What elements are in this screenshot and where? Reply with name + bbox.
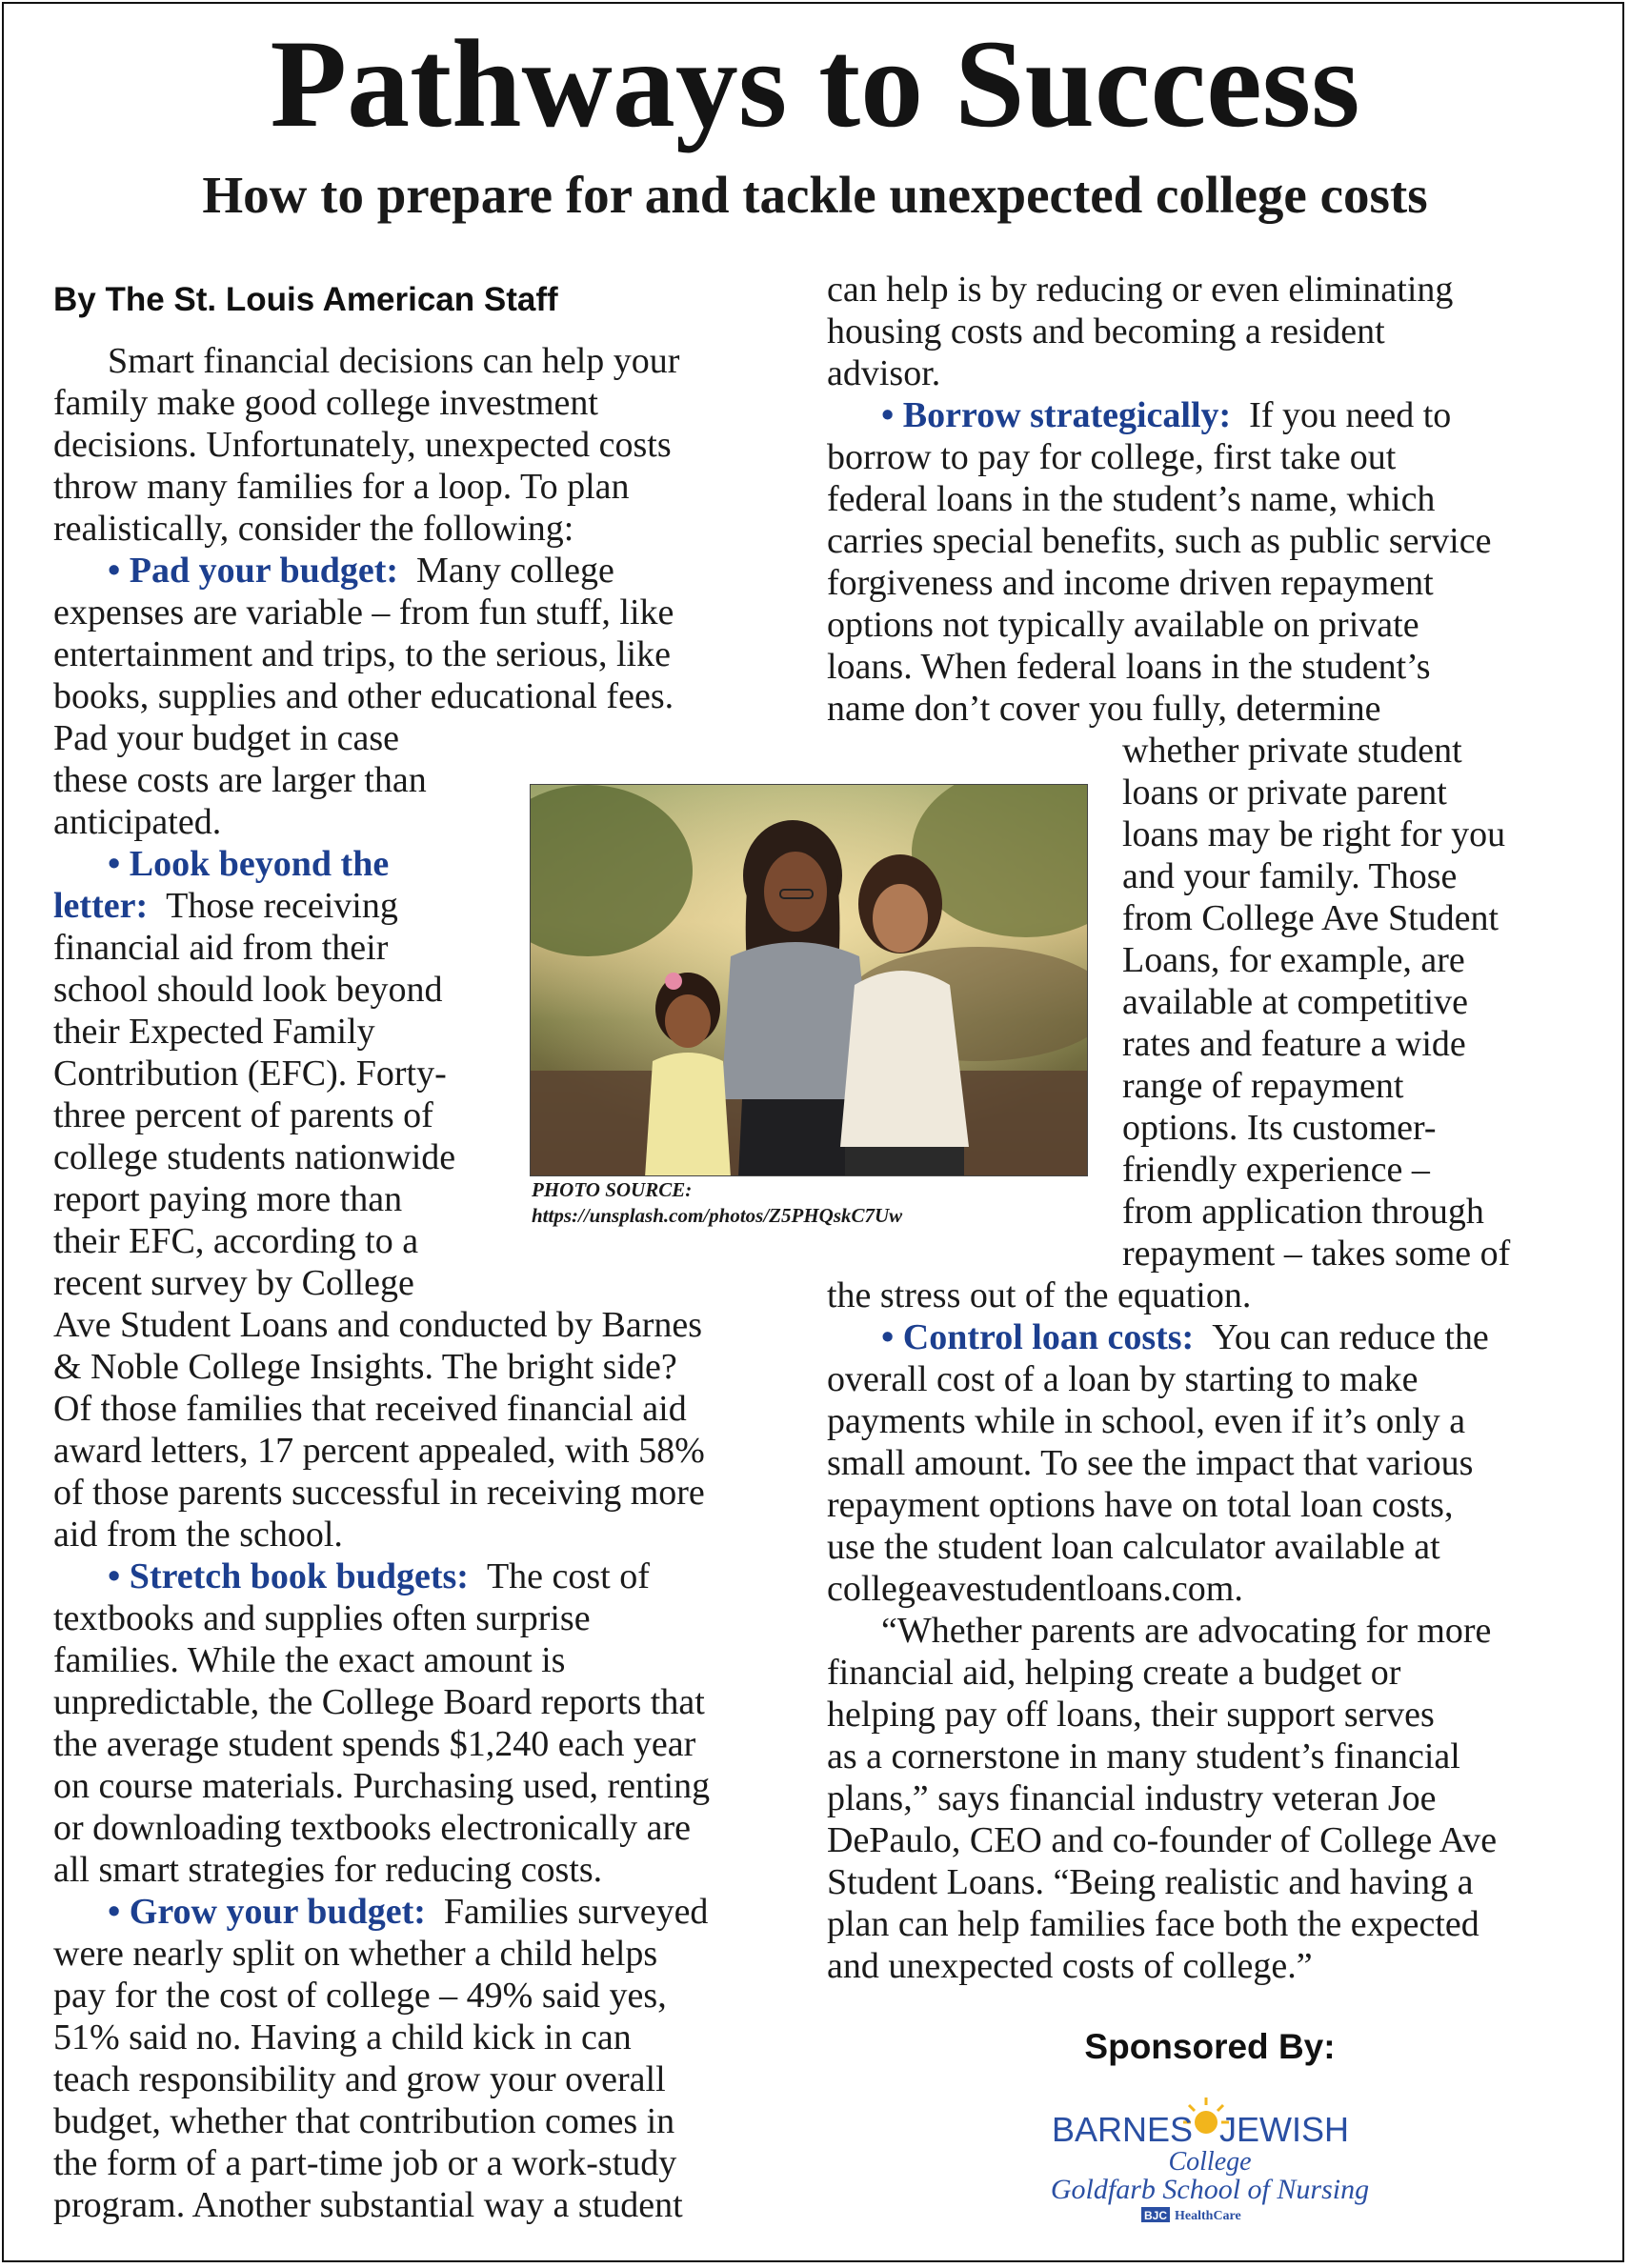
- body-line: [53, 633, 671, 675]
- body-line: [827, 1945, 1313, 1987]
- body-text: The cost of: [468, 1556, 650, 1596]
- body-text: anticipated.: [53, 802, 222, 842]
- body-text: helping pay off loans, their support serves: [827, 1695, 1435, 1735]
- body-text: rates and feature a wide: [1122, 1024, 1466, 1064]
- body-text: available at competitive: [1122, 982, 1468, 1022]
- body-line: [53, 1933, 657, 1975]
- body-line: [53, 717, 399, 759]
- subheadline: How to prepare for and tackle unexpected college costs: [202, 166, 1428, 224]
- body-text: 51% said no. Having a child kick in can: [53, 2017, 632, 2057]
- body-line: [53, 1597, 591, 1639]
- body-text: loans. When federal loans in the student’s: [827, 647, 1431, 687]
- logo-bjc-text: BJC: [1143, 2209, 1168, 2222]
- body-line: [53, 1765, 710, 1807]
- body-text: federal loans in the student’s name, which: [827, 479, 1436, 519]
- body-text: school should look beyond: [53, 970, 443, 1010]
- body-text: friendly experience –: [1122, 1150, 1430, 1190]
- body-line: [1122, 730, 1462, 772]
- body-line: [827, 436, 1396, 478]
- body-text: borrow to pay for college, first take out: [827, 437, 1397, 477]
- body-line: [1122, 1149, 1430, 1191]
- body-text: their EFC, according to a: [53, 1221, 419, 1261]
- body-text: Those receiving: [148, 886, 398, 926]
- body-text: all smart strategies for reducing costs.: [53, 1850, 603, 1890]
- body-text: their Expected Family: [53, 1012, 375, 1052]
- body-line: [1122, 1065, 1403, 1107]
- body-text: the stress out of the equation.: [827, 1275, 1252, 1315]
- body-line: [53, 1723, 695, 1765]
- body-line: [53, 1011, 375, 1053]
- body-line: [53, 843, 389, 885]
- body-line: [827, 562, 1434, 604]
- body-text: Pad your budget in case: [53, 718, 400, 758]
- body-text: on course materials. Purchasing used, renting: [53, 1766, 711, 1806]
- body-line: [53, 927, 388, 969]
- body-text: name don’t cover you fully, determine: [827, 689, 1381, 729]
- body-line: [827, 520, 1491, 562]
- body-line: [53, 340, 679, 382]
- bullet-heading: • Control loan costs:: [827, 1317, 1195, 1357]
- body-line: [53, 969, 442, 1011]
- body-line: [827, 478, 1435, 520]
- body-line: [53, 1514, 343, 1555]
- body-text: advisor.: [827, 353, 941, 393]
- body-text: Ave Student Loans and conducted by Barnes: [53, 1305, 703, 1345]
- body-text: financial aid from their: [53, 928, 389, 968]
- body-line: [53, 1430, 705, 1472]
- body-line: [53, 1346, 677, 1388]
- body-line: [827, 1736, 1460, 1777]
- body-text: options not typically available on private: [827, 605, 1419, 645]
- family-photo-illustration: [531, 785, 1088, 1176]
- body-line: [827, 311, 1385, 352]
- body-text: Contribution (EFC). Forty-: [53, 1054, 447, 1094]
- body-line: [53, 1178, 402, 1220]
- bullet-heading: letter:: [53, 886, 149, 926]
- body-line: [53, 1472, 705, 1514]
- body-line: [1122, 1023, 1466, 1065]
- body-text: housing costs and becoming a resident: [827, 311, 1385, 351]
- body-line: [53, 1053, 447, 1094]
- body-line: [53, 1136, 455, 1178]
- body-text: aid from the school.: [53, 1515, 343, 1555]
- body-text: loans may be right for you: [1122, 814, 1506, 854]
- body-text: Loans, for example, are: [1122, 940, 1465, 980]
- body-line: [53, 2184, 683, 2226]
- body-line: [53, 592, 674, 633]
- body-text: as a cornerstone in many student’s financial: [827, 1736, 1460, 1776]
- body-text: plan can help families face both the expected: [827, 1904, 1479, 1944]
- body-line: [827, 269, 1453, 311]
- body-line: [53, 1639, 565, 1681]
- body-line: [53, 1094, 433, 1136]
- body-line: [53, 675, 674, 717]
- barnes-jewish-college-logo: [1019, 2086, 1400, 2229]
- sponsor-label: Sponsored By:: [1084, 2027, 1336, 2066]
- body-line: [53, 1975, 667, 2017]
- body-text: “Whether parents are advocating for more: [827, 1611, 1492, 1651]
- body-text: Many college: [398, 551, 614, 591]
- body-text: small amount. To see the impact that various: [827, 1443, 1474, 1483]
- body-line: [827, 1484, 1453, 1526]
- body-text: from application through: [1122, 1192, 1484, 1232]
- logo-goldfarb: Goldfarb School of Nursing: [1050, 2174, 1370, 2205]
- body-text: repayment options have on total loan costs,: [827, 1485, 1454, 1525]
- body-text: teach responsibility and grow your overall: [53, 2059, 666, 2099]
- body-text: were nearly split on whether a child helps: [53, 1934, 658, 1974]
- logo-word-barnes: BARNES: [1051, 2110, 1193, 2149]
- body-line: [1122, 1233, 1510, 1274]
- body-text: entertainment and trips, to the serious, like: [53, 634, 671, 674]
- body-line: [53, 1849, 602, 1891]
- bullet-heading: • Look beyond the: [53, 844, 390, 884]
- body-text: books, supplies and other educational fees.: [53, 676, 674, 716]
- body-text: can help is by reducing or even eliminating: [827, 270, 1454, 310]
- body-line: [827, 1610, 1491, 1652]
- body-line: [827, 394, 1451, 436]
- body-line: [53, 801, 221, 843]
- headline: Pathways to Success: [270, 13, 1360, 153]
- article-photo: [530, 784, 1088, 1176]
- body-line: [827, 1400, 1465, 1442]
- body-line: [53, 1807, 691, 1849]
- body-line: [53, 550, 614, 592]
- body-text: use the student loan calculator available at: [827, 1527, 1440, 1567]
- body-line: [827, 1652, 1400, 1694]
- body-line: [827, 1694, 1435, 1736]
- photo-caption-url: https://unsplash.com/photos/Z5PHQskC7Uw: [532, 1204, 903, 1227]
- body-line: [1122, 939, 1465, 981]
- body-text: options. Its customer-: [1122, 1108, 1437, 1148]
- body-text: Families surveyed: [425, 1892, 709, 1932]
- body-text: report paying more than: [53, 1179, 403, 1219]
- body-line: [53, 1304, 702, 1346]
- body-text: forgiveness and income driven repayment: [827, 563, 1434, 603]
- body-line: [53, 1220, 418, 1262]
- body-line: [1122, 813, 1505, 855]
- body-text: and unexpected costs of college.”: [827, 1946, 1313, 1986]
- bullet-heading: • Pad your budget:: [53, 551, 399, 591]
- body-line: [53, 2100, 674, 2142]
- body-line: [827, 1861, 1474, 1903]
- body-text: whether private student: [1122, 731, 1462, 771]
- body-text: carries special benefits, such as public service: [827, 521, 1492, 561]
- body-text: award letters, 17 percent appealed, with 58%: [53, 1431, 705, 1471]
- body-line: [827, 1777, 1436, 1819]
- body-text: the average student spends $1,240 each year: [53, 1724, 696, 1764]
- body-line: [53, 885, 398, 927]
- photo-caption: [532, 1177, 902, 1229]
- body-text: families. While the exact amount is: [53, 1640, 566, 1680]
- body-text: loans or private parent: [1122, 773, 1447, 813]
- body-text: Student Loans. “Being realistic and having a: [827, 1862, 1474, 1902]
- body-line: [53, 382, 598, 424]
- body-text: pay for the cost of college – 49% said yes,: [53, 1976, 667, 2016]
- body-line: [827, 352, 940, 394]
- body-text: You can reduce the: [1194, 1317, 1489, 1357]
- body-line: [827, 1442, 1473, 1484]
- body-line: [53, 2017, 632, 2058]
- body-text: family make good college investment: [53, 383, 598, 423]
- body-text: Smart financial decisions can help your: [53, 341, 680, 381]
- body-line: [827, 688, 1380, 730]
- body-line: [53, 1891, 708, 1933]
- body-text: Of those families that received financial aid: [53, 1389, 687, 1429]
- body-line: [1122, 1191, 1484, 1233]
- body-text: or downloading textbooks electronically are: [53, 1808, 692, 1848]
- body-text: from College Ave Student: [1122, 898, 1499, 938]
- body-line: [53, 1681, 705, 1723]
- body-line: [827, 1358, 1419, 1400]
- body-text: budget, whether that contribution comes in: [53, 2101, 675, 2141]
- body-text: repayment – takes some of: [1122, 1234, 1511, 1274]
- body-text: decisions. Unfortunately, unexpected costs: [53, 425, 672, 465]
- body-line: [53, 1262, 414, 1304]
- bullet-heading: • Borrow strategically:: [827, 395, 1232, 435]
- body-line: [53, 1555, 650, 1597]
- body-text: unpredictable, the College Board reports that: [53, 1682, 705, 1722]
- body-text: these costs are larger than: [53, 760, 427, 800]
- body-text: recent survey by College: [53, 1263, 414, 1303]
- body-line: [53, 1388, 687, 1430]
- body-line: [827, 1903, 1479, 1945]
- body-text: payments while in school, even if it’s only a: [827, 1401, 1466, 1441]
- body-text: If you need to: [1231, 395, 1452, 435]
- body-text: overall cost of a loan by starting to make: [827, 1359, 1419, 1399]
- body-text: DePaulo, CEO and co-founder of College Ave: [827, 1820, 1498, 1860]
- body-text: range of repayment: [1122, 1066, 1404, 1106]
- bullet-heading: • Grow your budget:: [53, 1892, 426, 1932]
- body-line: [827, 604, 1419, 646]
- body-text: of those parents successful in receiving more: [53, 1473, 705, 1513]
- body-line: [1122, 897, 1499, 939]
- body-text: plans,” says financial industry veteran Joe: [827, 1778, 1437, 1818]
- body-text: throw many families for a loop. To plan: [53, 467, 630, 507]
- body-text: expenses are variable – from fun stuff, like: [53, 592, 674, 632]
- body-line: [827, 1819, 1497, 1861]
- body-line: [827, 1316, 1489, 1358]
- body-line: [53, 2142, 676, 2184]
- body-text: three percent of parents of: [53, 1095, 433, 1135]
- body-text: & Noble College Insights. The bright side?: [53, 1347, 677, 1387]
- body-text: and your family. Those: [1122, 856, 1458, 896]
- body-text: realistically, consider the following:: [53, 509, 574, 549]
- body-text: program. Another substantial way a student: [53, 2185, 683, 2225]
- body-text: the form of a part-time job or a work-study: [53, 2143, 677, 2183]
- body-line: [827, 646, 1431, 688]
- body-text: collegeavestudentloans.com.: [827, 1569, 1243, 1609]
- body-line: [1122, 981, 1468, 1023]
- bullet-heading: • Stretch book budgets:: [53, 1556, 469, 1596]
- byline: By The St. Louis American Staff: [53, 281, 558, 318]
- body-line: [53, 508, 574, 550]
- body-line: [827, 1568, 1243, 1610]
- logo-college: College: [1168, 2147, 1252, 2177]
- body-line: [53, 424, 672, 466]
- logo-healthcare: HealthCare: [1175, 2209, 1241, 2223]
- body-line: [827, 1526, 1440, 1568]
- body-line: [53, 759, 427, 801]
- body-text: textbooks and supplies often surprise: [53, 1598, 591, 1638]
- photo-caption-label: PHOTO SOURCE:: [532, 1178, 693, 1201]
- body-line: [53, 466, 630, 508]
- body-line: [827, 1274, 1251, 1316]
- body-text: financial aid, helping create a budget or: [827, 1653, 1401, 1693]
- body-line: [1122, 855, 1457, 897]
- body-text: college students nationwide: [53, 1137, 456, 1177]
- body-line: [53, 2058, 666, 2100]
- body-line: [1122, 1107, 1437, 1149]
- logo-word-jewish: JEWISH: [1219, 2110, 1350, 2149]
- body-line: [1122, 772, 1447, 813]
